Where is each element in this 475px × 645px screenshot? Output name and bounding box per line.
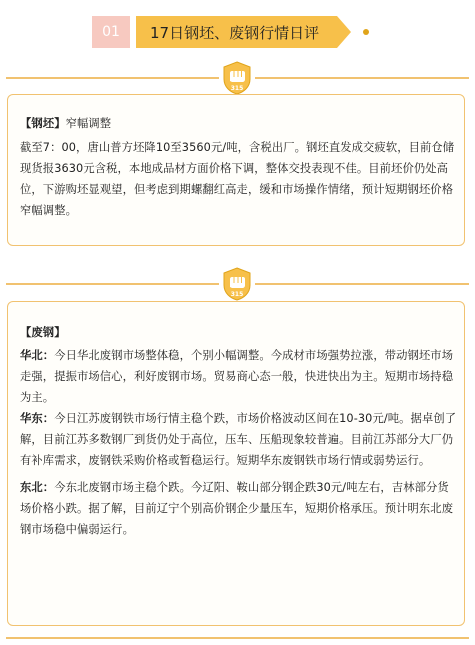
section-divider — [0, 266, 475, 302]
dot-icon — [363, 29, 369, 35]
scrap-section-east — [20, 408, 459, 471]
scrap-card — [7, 301, 465, 626]
billet-heading: 【钢坯】 — [20, 117, 66, 130]
region-text: 今日华北废钢市场整体稳，个别小幅调整。今成材市场强势拉涨，带动钢坯市场走强，提振市场信心，利好废钢市场。贸易商心态一般，快进快出为主。短期市场持稳为主。 — [20, 349, 454, 404]
svg-text:315: 315 — [230, 85, 244, 92]
section-header — [92, 16, 369, 48]
section-divider — [0, 60, 475, 96]
fist-315-badge-icon — [219, 60, 255, 96]
region-text: 今东北废钢市场主稳个跌。今辽阳、鞍山部分钢企跌30元/吨左右，吉林部分货场价格小跌。据了解，目前辽宁个别高价钢企少量压车，短期价格承压。预计明东北废钢市场稳中偏弱运行。 — [20, 481, 454, 536]
billet-body: 截至7：00，唐山普方坯降10至3560元/吨，含税出厂。钢坯直发成交疲软，目前仓储现货报3630元含税，本地成品材方面价格下调，整体交投表现不佳。目前坯价仍处高位，下游购坯显观望，但考虑到期螺翻红高走，缓和市场操作情绪，预计短期钢坯价格窄幅调整。 — [20, 141, 455, 217]
section-number: 01 — [92, 16, 130, 48]
scrap-heading: 【废钢】 — [20, 326, 66, 339]
billet-subheading: 窄幅调整 — [65, 117, 112, 130]
region-label: 华北： — [20, 349, 55, 362]
svg-text:315: 315 — [230, 291, 244, 298]
region-label: 东北： — [20, 481, 55, 494]
region-text: 今日江苏废钢铁市场行情主稳个跌，市场价格波动区间在10-30元/吨。据卓创了解，目前江苏多数钢厂到货仍处于高位，压车、压船现象较普遍。目前江苏部分大厂仍有补库需求，废钢铁采购价格或暂稳运行。短期华东废钢铁市场行情或弱势运行。 — [20, 412, 457, 467]
scrap-section-north — [20, 345, 459, 408]
region-label: 华东： — [20, 412, 55, 425]
section-title: 17日钢坯、废钢行情日评 — [136, 16, 337, 48]
fist-315-badge-icon — [219, 266, 255, 302]
billet-heading-line — [20, 113, 459, 134]
bottom-divider-line — [6, 637, 469, 639]
scrap-section-northeast — [20, 477, 459, 540]
billet-card — [7, 94, 465, 246]
